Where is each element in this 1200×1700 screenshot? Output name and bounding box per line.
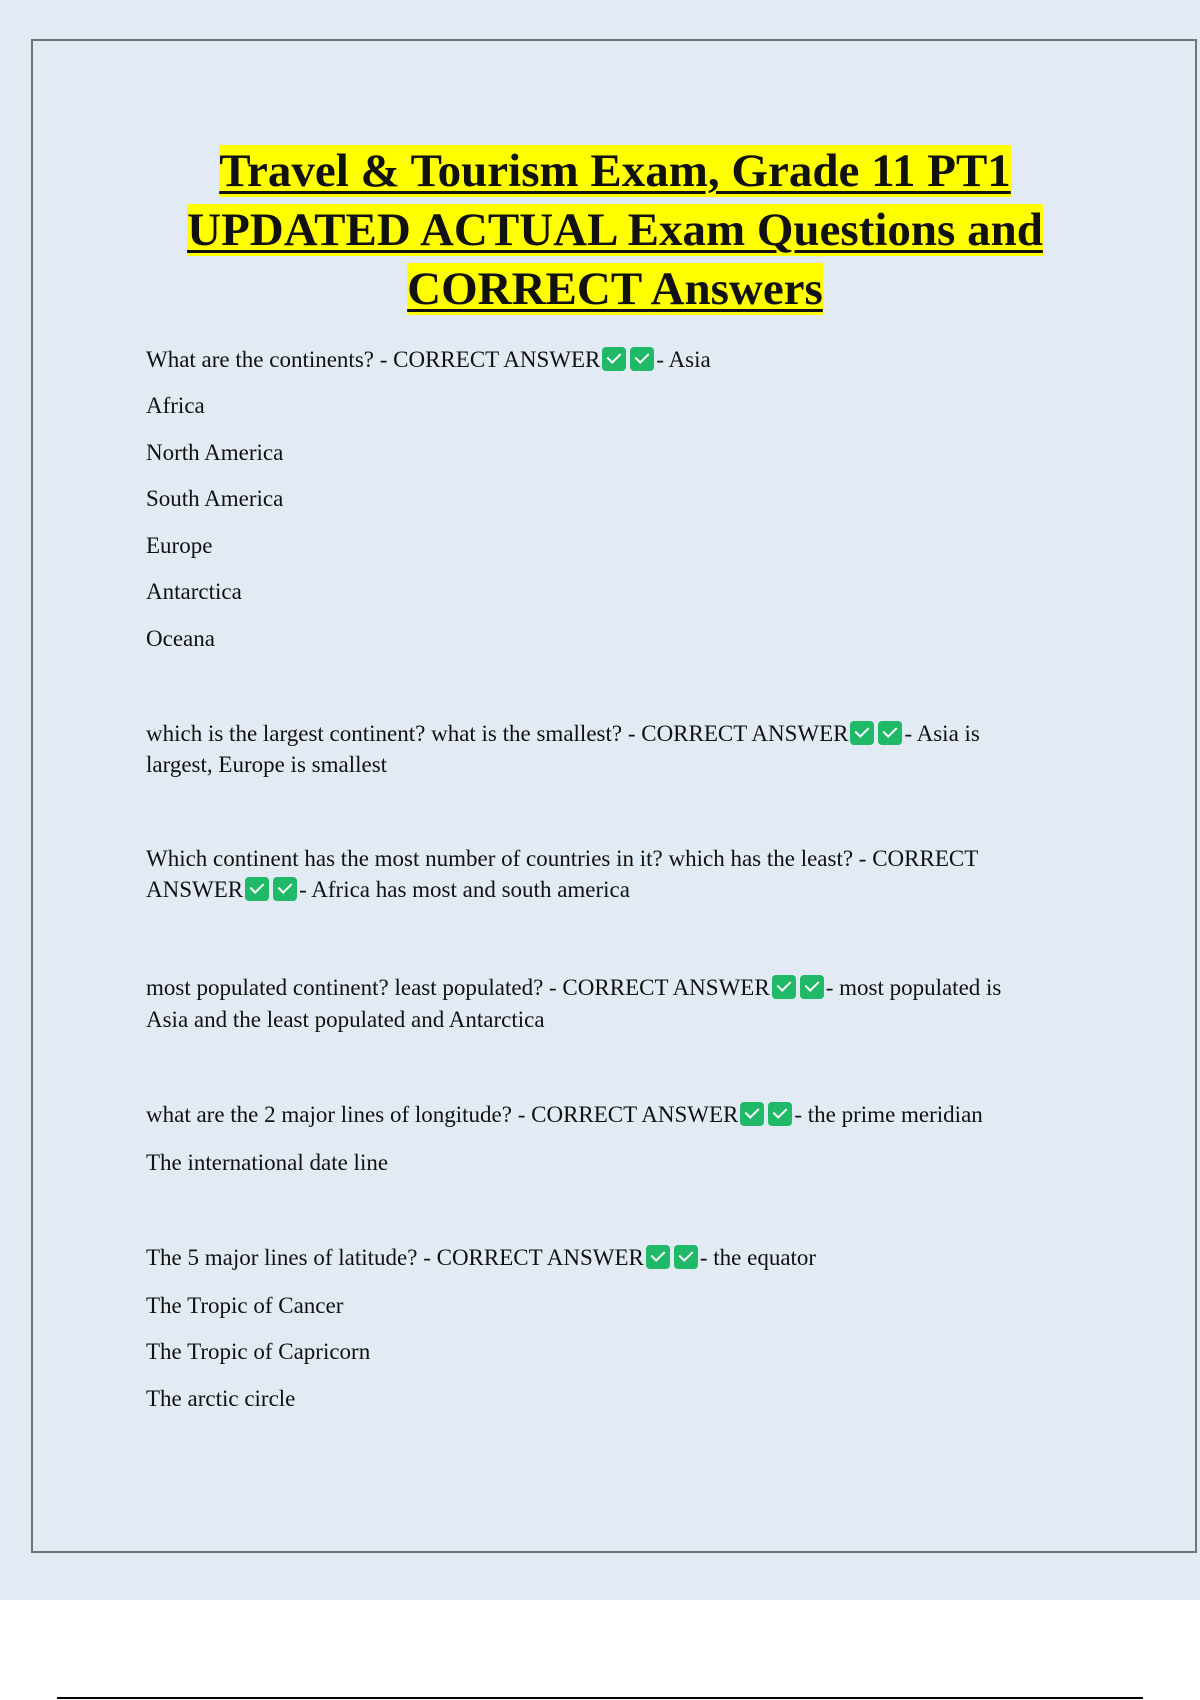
check-icon bbox=[646, 1245, 670, 1269]
qa-item-2-question-line bbox=[146, 718, 980, 750]
check-icon bbox=[878, 721, 902, 745]
check-icon bbox=[273, 877, 297, 901]
qa-item-3-answer-line bbox=[146, 874, 630, 906]
document-title bbox=[60, 142, 1170, 319]
answer-line: Oceana bbox=[146, 626, 215, 651]
answer-text: - the equator bbox=[699, 1245, 817, 1270]
answer-text: - most populated is bbox=[825, 975, 1002, 1000]
check-icon bbox=[768, 1102, 792, 1126]
check-icon bbox=[602, 347, 626, 371]
answer-line: The international date line bbox=[146, 1150, 389, 1175]
answer-text: - the prime meridian bbox=[794, 1102, 983, 1127]
answer-text: - Africa has most and south america bbox=[299, 877, 630, 902]
answer-line: The arctic circle bbox=[146, 1386, 296, 1411]
title-line-3: CORRECT Answers bbox=[407, 263, 823, 315]
answer-line: Africa bbox=[146, 393, 205, 418]
question-text: What are the continents? - CORRECT ANSWER bbox=[146, 347, 601, 372]
qa-item-3-question-line: Which continent has the most number of countries in it? which has the least? - CORRECT bbox=[146, 846, 979, 871]
question-text: The 5 major lines of latitude? - CORRECT ANSWER bbox=[146, 1245, 644, 1270]
check-icon bbox=[772, 975, 796, 999]
check-icon bbox=[674, 1245, 698, 1269]
answer-text: - Asia is bbox=[904, 721, 980, 746]
answer-line: The Tropic of Cancer bbox=[146, 1293, 344, 1318]
bottom-divider bbox=[57, 1697, 1143, 1699]
qa-item-5-question-line bbox=[146, 1099, 983, 1131]
check-icon bbox=[800, 975, 824, 999]
question-text: which is the largest continent? what is the smallest? - CORRECT ANSWER bbox=[146, 721, 849, 746]
check-icon bbox=[740, 1102, 764, 1126]
answer-line: Asia and the least populated and Antarctica bbox=[146, 1007, 545, 1032]
answer-line: The Tropic of Capricorn bbox=[146, 1339, 371, 1364]
title-line-1: Travel & Tourism Exam, Grade 11 PT1 bbox=[219, 145, 1011, 197]
answer-line: Antarctica bbox=[146, 579, 242, 604]
check-icon bbox=[630, 347, 654, 371]
qa-item-1-question-line bbox=[146, 344, 711, 376]
question-text: ANSWER bbox=[146, 877, 244, 902]
answer-line: North America bbox=[146, 440, 284, 465]
check-icon bbox=[850, 721, 874, 745]
qa-item-4-question-line bbox=[146, 972, 1001, 1004]
qa-item-6-question-line bbox=[146, 1242, 816, 1274]
answer-line: Europe bbox=[146, 533, 213, 558]
check-icon bbox=[245, 877, 269, 901]
question-text: most populated continent? least populated? - CORRECT ANSWER bbox=[146, 975, 770, 1000]
answer-text: - Asia bbox=[656, 347, 711, 372]
answer-line: largest, Europe is smallest bbox=[146, 752, 388, 777]
title-line-2: UPDATED ACTUAL Exam Questions and bbox=[187, 204, 1043, 256]
question-text: what are the 2 major lines of longitude? - CORRECT ANSWER bbox=[146, 1102, 739, 1127]
answer-line: South America bbox=[146, 486, 284, 511]
